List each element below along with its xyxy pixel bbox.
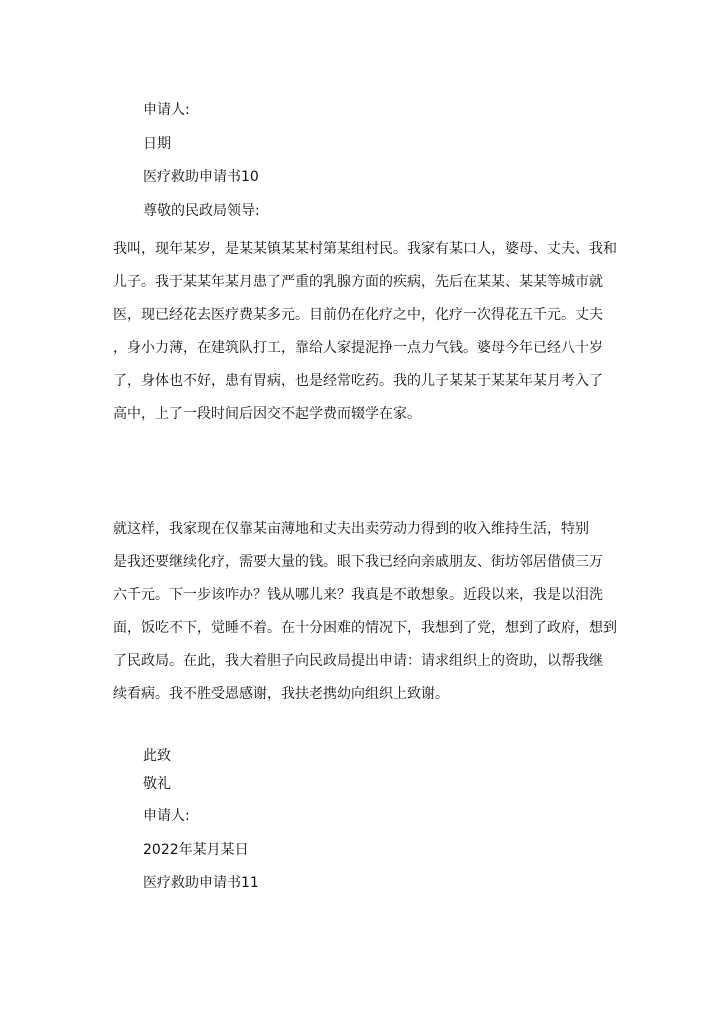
paragraph-line: 医，现已经花去医疗费某多元。目前仍在化疗之中，化疗一次得花五千元。丈夫	[113, 307, 603, 323]
date-label: 日期	[143, 136, 171, 152]
paragraph-line: 是我还要继续化疗，需要大量的钱。眼下我已经向亲戚朋友、街坊邻居借债三万	[113, 554, 603, 570]
paragraph-line: 了民政局。在此，我大着胆子向民政局提出申请：请求组织上的资助，以帮我继	[113, 653, 603, 669]
paragraph-1	[113, 233, 633, 431]
next-document-title: 医疗救助申请书11	[143, 875, 259, 891]
closing-line-2: 敬礼	[143, 776, 171, 792]
applicant-label: 申请人:	[143, 102, 190, 118]
paragraph-line: 儿子。我于某某年某月患了严重的乳腺方面的疾病，先后在某某、某某等城市就	[113, 274, 603, 290]
paragraph-line: 就这样，我家现在仅靠某亩薄地和丈夫出卖劳动力得到的收入维持生活，特别	[113, 521, 589, 537]
closing-applicant-label: 申请人:	[143, 808, 190, 824]
closing-line-1: 此致	[143, 748, 171, 764]
paragraph-line: 续看病。我不胜受恩感谢，我扶老携幼向组织上致谢。	[113, 686, 449, 702]
salutation: 尊敬的民政局领导:	[143, 203, 260, 219]
paragraph-line: 了，身体也不好，患有胃病，也是经常吃药。我的儿子某某于某某年某月考入了	[113, 373, 603, 389]
document-title: 医疗救助申请书10	[143, 169, 259, 185]
closing-date: 2022年某月某日	[143, 842, 249, 858]
paragraph-line: 六千元。下一步该咋办？钱从哪儿来？我真是不敢想象。近段以来，我是以泪洗	[113, 587, 603, 603]
paragraph-line: ，身小力薄，在建筑队打工，靠给人家提泥挣一点力气钱。婆母今年已经八十岁	[113, 340, 603, 356]
paragraph-line: 高中，上了一段时间后因交不起学费而辍学在家。	[113, 406, 421, 422]
paragraph-2	[113, 513, 633, 711]
paragraph-line: 面，饭吃不下，觉睡不着。在十分困难的情况下，我想到了党，想到了政府，想到	[113, 620, 617, 636]
paragraph-line: 我叫，现年某岁，是某某镇某某村第某组村民。我家有某口人，婆母、丈夫、我和	[113, 241, 617, 257]
